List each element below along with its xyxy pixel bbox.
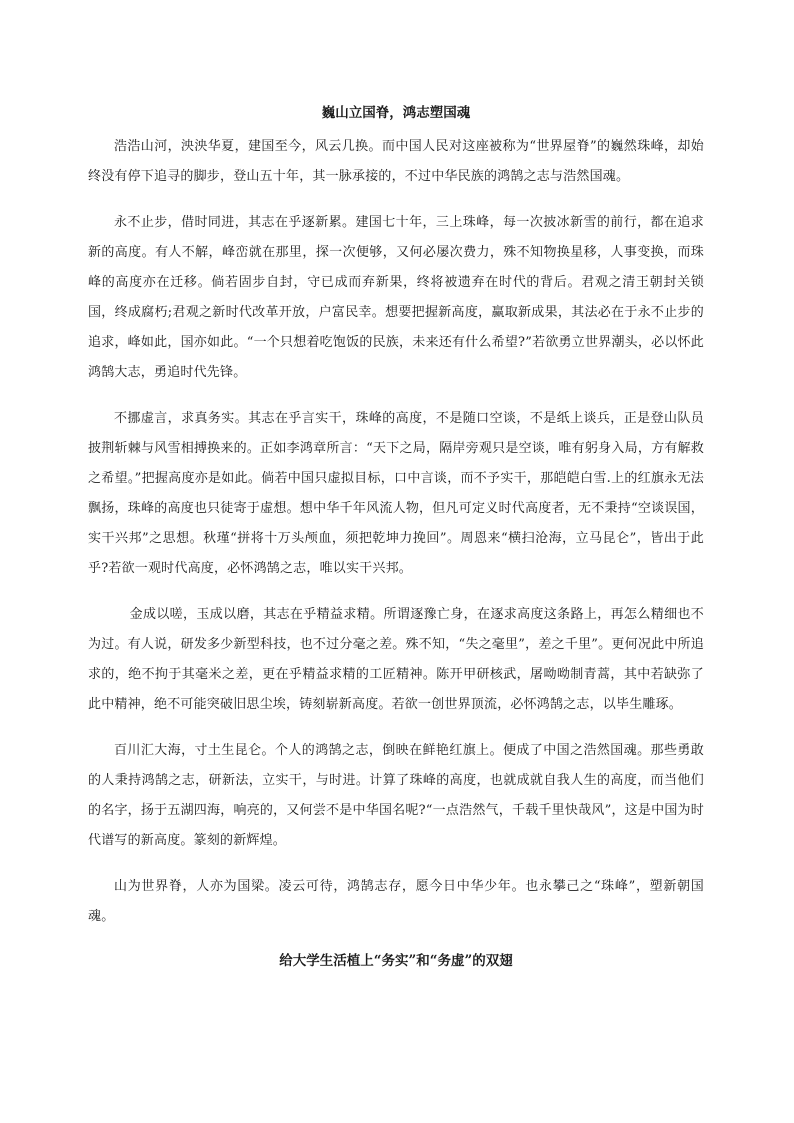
paragraph-5: 百川汇大海，寸土生昆仑。个人的鸿鹄之志，倒映在鲜艳红旗上。便成了中国之浩然国魂。那些勇敢的人秉持鸿鹄之志，研新法，立实干，与时进。计算了珠峰的高度，也就成就自我人生的高度，而当他们的名字，扬于五湖四海，响亮的，又何尝不是中华国名呢?“一点浩然气，千载千里快哉风”，这是中国为时代谱写的新高度。篆刻的新辉煌。 — [88, 743, 704, 848]
paragraph-3: 不挪虚言，求真务实。其志在乎言实干，珠峰的高度，不是随口空谈，不是纸上谈兵，正是登山队员披荆斩棘与风雪相搏换来的。正如李鸿章所言：“天下之局，隔岸旁观只是空谈，唯有躬身入局，方有解救之希望。”把握高度亦是如此。倘若中国只虚拟目标，口中言谈，而不予实干，那皑皑白雪.上的红旗永无法飘扬，珠峰的高度也只徒寄于虚想。想中华千年风流人物，但凡可定义时代高度者，无不秉持“空谈误国，实干兴邦”之思想。秋瑾“拼将十万头颅血，须把乾坤力挽回”。周恩来“横扫沧海，立马昆仑”，皆出于此乎?若欲一观时代高度，必怀鸿鹄之志，唯以实干兴邦。 — [88, 411, 704, 576]
paragraph-4: 金成以嗟，玉成以磨，其志在乎精益求精。所谓逐豫亡身，在逐求高度这条路上，再怎么精细也不为过。有人说，研发多少新型科技，也不过分毫之差。殊不知，“失之毫里”，差之千里”。更何况此中所追求的，绝不拘于其毫米之差，更在乎精益求精的工匠精神。陈开甲研核武，屠呦呦制青蒿，其中若缺弥了此中精神，绝不可能突破旧思尘埃，铸刻崭新高度。若欲一创世界顶流，必怀鸿鹄之志，以毕生雕琢。 — [88, 607, 704, 712]
paragraph-2: 永不止步，借时同进，其志在乎逐新累。建国七十年，三上珠峰，每一次披冰新雪的前行，都在追求新的高度。有人不解，峰峦就在那里，探一次便够，又何必屡次费力，殊不知物换星移，人事变换，而珠峰的高度亦在迁移。倘若固步自封，守已成而弃新果，终将被遗弃在时代的背后。君观之清王朝封关锁国，终成腐朽;君观之新时代改革开放，户富民幸。想要把握新高度，赢取新成果，其法必在于永不止步的追求，峰如此，国亦如此。“一个只想着吃饱饭的民族，未来还有什么希望?”若欲勇立世界潮头，必以怀此鸿鹄大志，勇追时代先锋。 — [88, 215, 704, 380]
document-page — [88, 100, 704, 974]
essay-title: 巍山立国脊，鸿志塑国魂 — [321, 105, 471, 121]
next-essay-title: 给大学生活植上“务实”和“务虚”的双翅 — [279, 953, 513, 969]
paragraph-6: 山为世界脊，人亦为国梁。凌云可待，鸿鹄志存，愿今日中华少年。也永攀己之“珠峰”，塑新朝国魂。 — [88, 879, 704, 924]
paragraph-1: 浩浩山河，泱泱华夏，建国至今，风云几换。而中国人民对这座被称为“世界屋脊”的巍然珠峰，却始终没有停下追寻的脚步，登山五十年，其一脉承接的，不过中华民族的鸿鹄之志与浩然国魂。 — [88, 139, 704, 184]
